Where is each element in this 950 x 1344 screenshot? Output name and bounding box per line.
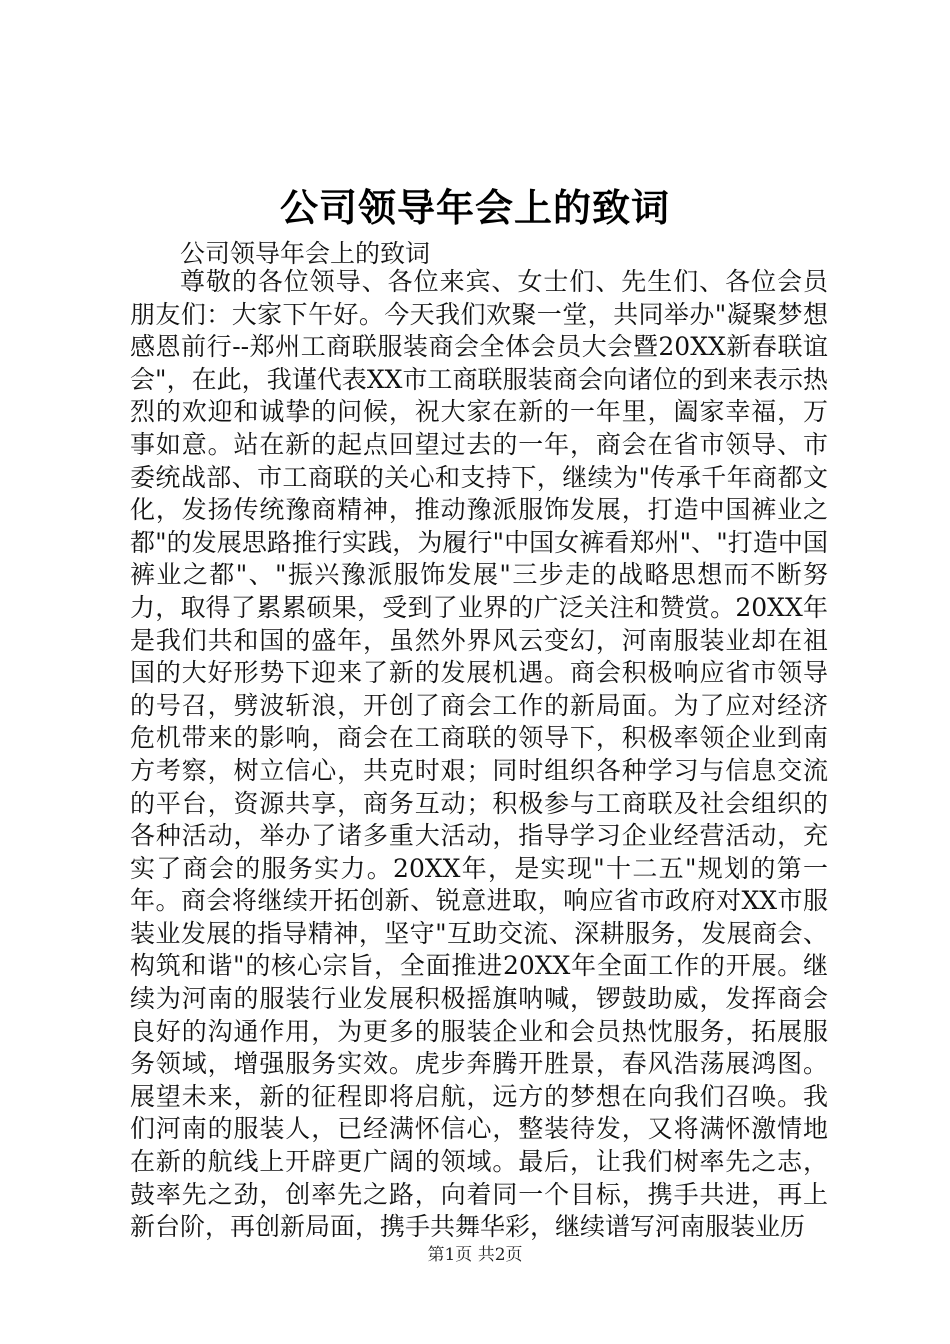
- page-footer: 第1页 共2页: [427, 1245, 523, 1265]
- document-body: 尊敬的各位领导、各位来宾、女士们、先生们、各位会员朋友们：大家下午好。今天我们欢聚一堂，共同举办"凝聚梦想感恩前行--郑州工商联服装商会全体会员大会暨20XX新春联谊会"，在此，我谨代表XX市工商联服装商会向诸位的到来表示热烈的欢迎和诚挚的问候，祝大家在新的一年里，阖家幸福，万事如意。站在新的起点回望过去的一年，商会在省市领导、市委统战部、市工商联的关心和支持下，继续为"传承千年商都文化，发扬传统豫商精神，推动豫派服饰发展，打造中国裤业之都"的发展思路推行实践，为履行"中国女裤看郑州"、"打造中国裤业之都"、"振兴豫派服饰发展"三步走的战略思想而不断努力，取得了累累硕果，受到了业界的广泛关注和赞赏。20XX年是我们共和国的盛年，虽然外界风云变幻，河南服装业却在祖国的大好形势下迎来了新的发展机遇。商会积极响应省市领导的号召，劈波斩浪，开创了商会工作的新局面。为了应对经济危机带来的影响，商会在工商联的领导下，积极率领企业到南方考察，树立信心，共克时艰；同时组织各种学习与信息交流的平台，资源共享，商务互动；积极参与工商联及社会组织的各种活动，举办了诸多重大活动，指导学习企业经营活动，充实了商会的服务实力。20XX年，是实现"十二五"规划的第一年。商会将继续开拓创新、锐意进取，响应省市政府对XX市服装业发展的指导精神，坚守"互助交流、深耕服务，发展商会、构筑和谐"的核心宗旨，全面推进20XX年全面工作的开展。继续为河南的服装行业发展积极摇旗呐喊，锣鼓助威，发挥商会良好的沟通作用，为更多的服装企业和会员热忱服务，拓展服务领域，增强服务实效。虎步奔腾开胜景，春风浩荡展鸿图。展望未来，新的征程即将启航，远方的梦想在向我们召唤。我们河南的服装人，已经满怀信心，整装待发，又将满怀激情地在新的航线上开辟更广阔的领域。最后，让我们树率先之志，鼓率先之劲，创率先之路，向着同一个目标，携手共进，再上新台阶，再创新局面，携手共舞华彩，继续谱写河南服装业历: [130, 267, 828, 1242]
- document-subtitle: 公司领导年会上的致词: [180, 239, 431, 268]
- document-title: 公司领导年会上的致词: [279, 185, 670, 230]
